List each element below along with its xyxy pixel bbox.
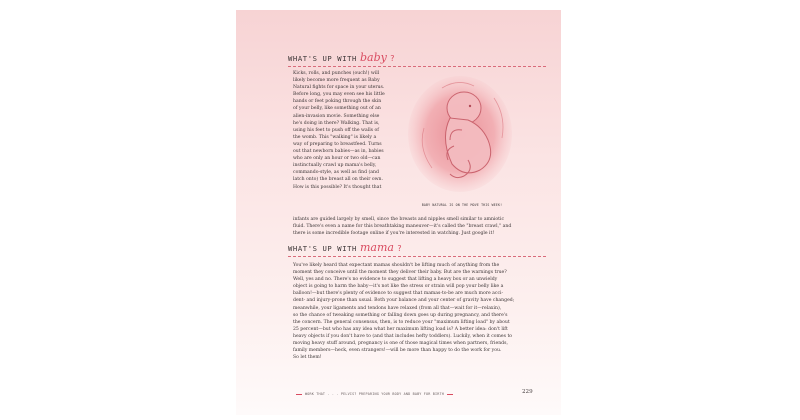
heading-suffix: ?	[389, 54, 396, 63]
heading-accent: mama	[359, 241, 394, 254]
baby-text-column: Kicks, rolls, and punches (ouch!) will likely become more frequent as Baby Natural fights for space in your uterus. Before long, you may even see his little hands or feet poking through the skin of your belly, like something out of an alien-invasion movie. Something else he's doing in there? Walking. That is, using his feet to push off the walls of the womb. This "walking" is likely a way of preparing to breastfeed. Turns out that newborn babies—as in, babies who are only an hour or two old—can instinctually crawl up mama's belly, commando-style, as well as find (and latch onto) the breast all on their own. How is this possible? It's thought that	[293, 71, 385, 190]
illustration-caption: BABY NATURAL IS ON THE MOVE THIS WEEK!	[421, 203, 503, 207]
book-page	[236, 10, 561, 415]
page-number: 229	[522, 389, 533, 395]
section-heading-mama	[288, 241, 402, 255]
footer-ornament	[447, 394, 453, 395]
divider	[288, 66, 546, 67]
heading-suffix: ?	[396, 244, 403, 253]
running-head-text: WORK THAT . . . PELVIS? PREPARING YOUR BODY AND BABY FOR BIRTH	[305, 392, 444, 396]
mama-text: You've likely heard that expectant mamas shouldn't be lifting much of anything from the moment they conceive until the moment they deliver their baby. But are the warnings true? Well, yes and no. There's no evidence to suggest that lifting a heavy box or an unwieldy object is going to harm the baby—it's not like the stress or strain will pop your belly like a balloon!—but there's plenty of evidence to suggest that mamas-to-be are much more acci- dent- and injury-prone than usual. Both your balance and your center of gravity have changed; meanwhile, your ligaments and tendons have relaxed (from all that—wait for it—relaxin), so the chance of tweaking something or falling down goes up during pregnancy, and there's the concern. The general consensus, then, is to reduce your "maximum lifting load" by about 25 percent—but who has any idea what her maximum lifting load is? A better idea: don't lift heavy objects if you don't have to (and that includes hefty toddlers). Luckily, when it comes to moving heavy stuff around, pregnancy is one of those magical times when partners, friends, family members—heck, even strangers!—will be more than happy to do the work for you. So let them!	[293, 263, 515, 361]
footer-ornament	[296, 394, 302, 395]
baby-text-full: infants are guided largely by smell, since the breasts and nipples smell similar to amniotic fluid. There's even a name for this breathtaking maneuver—it's called the "breast crawl," and there is some incredible footage online if you're interested in watching. Just google it!	[293, 217, 512, 237]
heading-prefix: WHAT'S UP WITH	[288, 54, 357, 63]
heading-prefix: WHAT'S UP WITH	[288, 244, 357, 253]
running-head	[296, 392, 496, 396]
section-heading-baby	[288, 51, 395, 65]
divider	[288, 256, 546, 257]
heading-accent: baby	[359, 51, 387, 64]
fetus-illustration-icon	[402, 68, 522, 196]
